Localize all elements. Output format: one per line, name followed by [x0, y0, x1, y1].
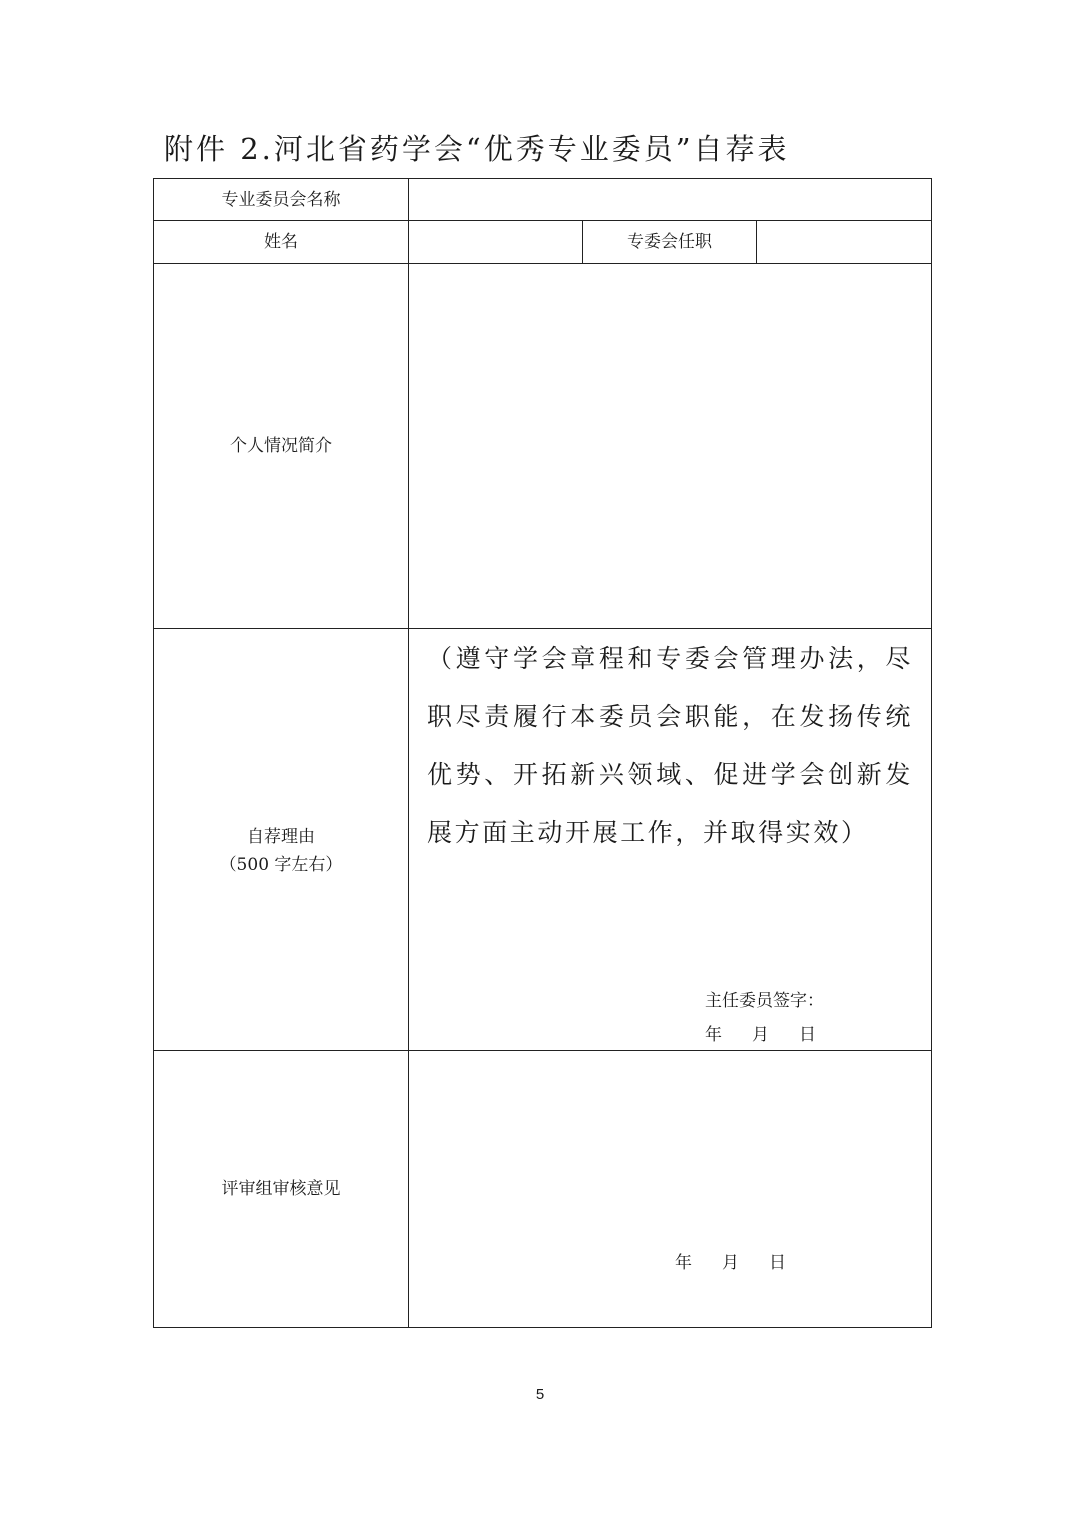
name-field[interactable] — [409, 221, 583, 264]
review-date — [675, 1249, 788, 1277]
page-number: 5 — [535, 1386, 545, 1403]
reason-label: 自荐理由 — [247, 826, 315, 847]
date-month: 月 — [752, 1025, 771, 1045]
reason-field[interactable] — [409, 629, 932, 1051]
name-label: 姓名 — [154, 221, 409, 264]
document-title: 附件 2.河北省药学会“优秀专业委员”自荐表 — [164, 132, 790, 166]
position-field[interactable] — [757, 221, 932, 264]
reason-label-cell — [154, 629, 409, 1051]
review-label: 评审组审核意见 — [154, 1051, 409, 1328]
committee-name-label: 专业委员会名称 — [154, 179, 409, 221]
review-date-day: 日 — [769, 1253, 788, 1273]
committee-name-field[interactable] — [409, 179, 932, 221]
reason-hint-text: （遵守学会章程和专委会管理办法，尽职尽责履行本委员会职能，在发扬传统优势、开拓新兴领域、促进学会创新发展方面主动开展工作，并取得实效） — [427, 644, 914, 847]
profile-label: 个人情况简介 — [154, 264, 409, 629]
review-date-year: 年 — [675, 1253, 694, 1273]
profile-field[interactable] — [409, 264, 932, 629]
self-recommendation-form — [153, 178, 932, 1328]
chair-signature-date — [705, 1021, 818, 1049]
review-date-month: 月 — [722, 1253, 741, 1273]
position-label: 专委会任职 — [583, 221, 757, 264]
date-year: 年 — [705, 1025, 724, 1045]
reason-sublabel: （500 字左右） — [219, 854, 343, 875]
date-day: 日 — [799, 1025, 818, 1045]
review-field[interactable] — [409, 1051, 932, 1328]
chair-signature-label: 主任委员签字： — [705, 991, 824, 1011]
